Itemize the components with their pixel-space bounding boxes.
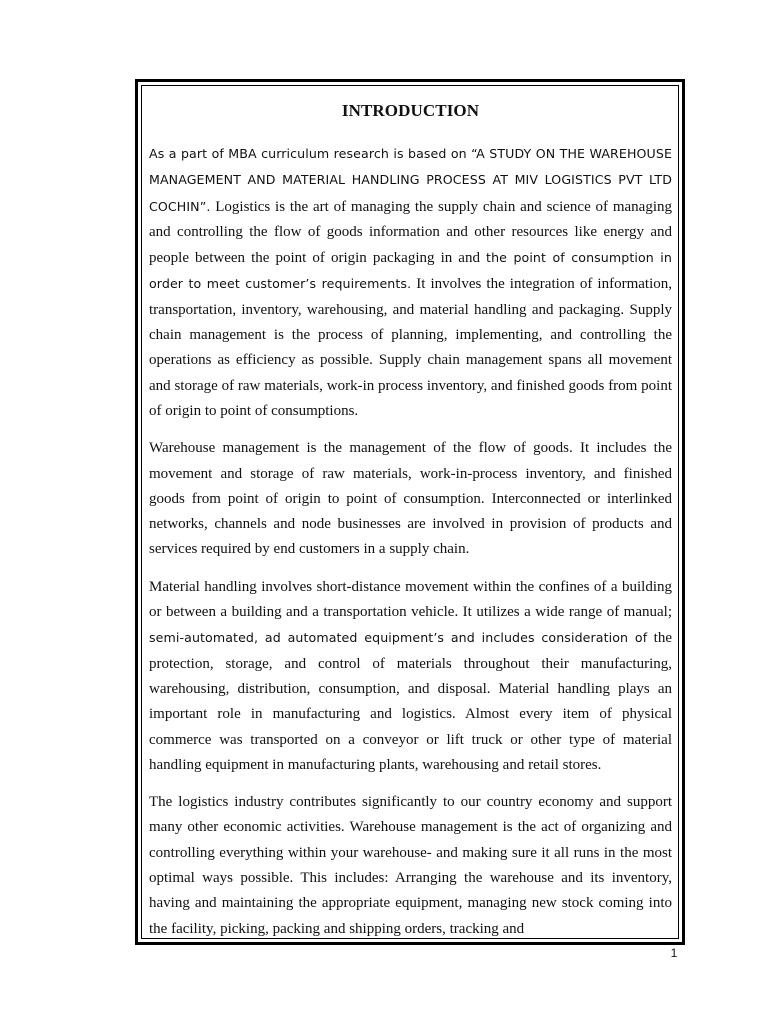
paragraph-2: Warehouse management is the management of the flow of goods. It includes the movement and storage of raw materials, work-in-process inventory, and finished goods from point of origin to point of consumption. Interconnected or interlinked networks, channels and node businesses are involved in provision of products and services required by end customers in a supply chain.: [149, 440, 672, 558]
paragraph-3-text-a: Material handling involves short-distance movement within the confines of a building or between a building and a transportation vehicle. It utilizes a wide range of manual;: [149, 578, 672, 621]
paragraph-1-text-a: Logistics is the art of managing the supply chain and science of managing and controlling the flow of goods information and other resources like energy and people between the point of origin packaging in and: [149, 198, 672, 267]
page-title: INTRODUCTION: [341, 101, 480, 120]
paragraph-4: The logistics industry contributes significantly to our country economy and support many other economic activities. Warehouse management is the act of organizing and controlling everything within your warehouse- and making sure it all runs in the most optimal ways possible. This includes: Arranging the warehouse and its inventory, having and maintaining the appropriate equipment, managing new stock coming into the facility, picking, packing and shipping orders, tracking and: [149, 794, 672, 937]
study-title-text: As a part of MBA curriculum research is based on “A STUDY ON THE WAREHOUSE MANAGEMENT AND MATERIAL HANDLING PROCESS AT MIV LOGISTICS PVT LTD COCHIN”.: [149, 146, 672, 214]
paragraph-1-text-c: It involves the integration of information, transportation, inventory, warehousing, and material handling and packaging. Supply chain management is the process of planning, implementing, and controlling the operations as efficiency as possible. Supply chain management spans all movement and storage of raw materials, work-in process inventory, and finished goods from point of origin to point of consumptions.: [149, 276, 672, 419]
paragraph-3: [149, 575, 672, 778]
paragraph-3-text-c: the protection, storage, and control of materials throughout their manufacturing, warehousing, distribution, consumption, and disposal. Material handling plays an important role in manufacturing and logistics. Almost every item of physical commerce was transported on a conveyor or lift truck or other type of material handling equipment in manufacturing plants, warehousing and retail stores.: [149, 630, 672, 773]
paragraph-3-text-b: semi-automated, ad automated equipment’s and includes consideration of: [149, 630, 648, 646]
page-number: 1: [670, 946, 678, 960]
paragraph-1-text-b: the point of consumption in order to meet customer’s requirements.: [149, 250, 672, 292]
page-border-inner: [141, 85, 679, 939]
paragraph-1: [149, 141, 672, 424]
